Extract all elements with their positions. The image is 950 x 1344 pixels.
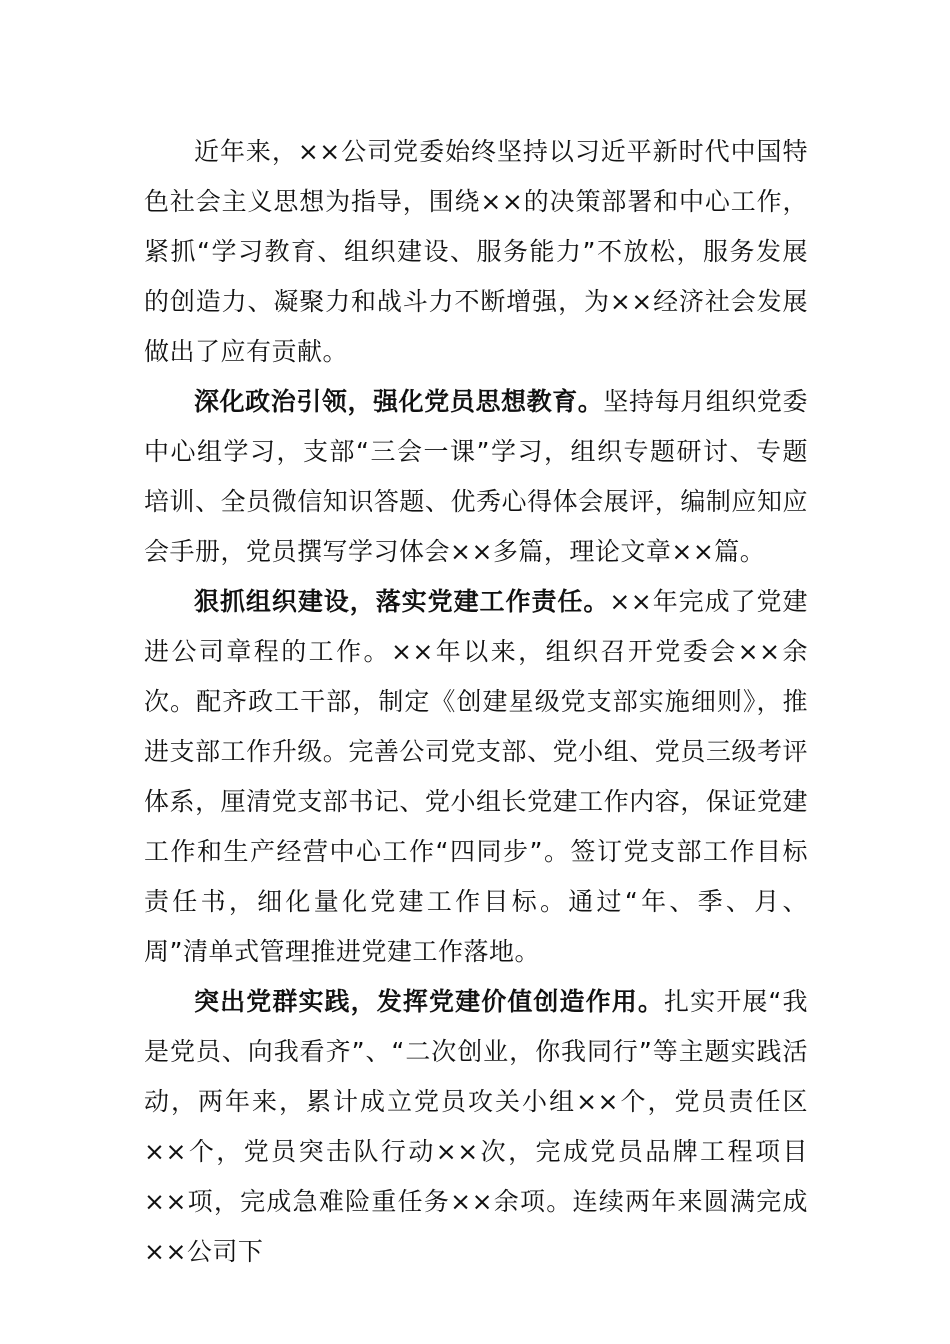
paragraph-heading: 狠抓组织建设，落实党建工作责任。	[194, 587, 610, 616]
paragraph-text: 扎实开展“我是党员、向我看齐”、“二次创业，你我同行”等主题实践活动，两年来，累计成立党员攻关小组××个，党员责任区××个，党员突击队行动××次，完成党员品牌工程项目××项，完成急难险重任务××余项。连续两年来圆满完成××公司下	[144, 987, 808, 1266]
document-body	[144, 127, 808, 1277]
paragraph-text: 近年来，××公司党委始终坚持以习近平新时代中国特色社会主义思想为指导，围绕××的决策部署和中心工作，紧抓“学习教育、组织建设、服务能力”不放松，服务发展的创造力、凝聚力和战斗力不断增强，为××经济社会发展做出了应有贡献。	[144, 137, 808, 366]
paragraph-heading: 突出党群实践，发挥党建价值创造作用。	[194, 987, 664, 1016]
paragraph-text: ××年完成了党建进公司章程的工作。××年以来，组织召开党委会××余次。配齐政工干部，制定《创建星级党支部实施细则》，推进支部工作升级。完善公司党支部、党小组、党员三级考评体系，厘清党支部书记、党小组长党建工作内容，保证党建工作和生产经营中心工作“四同步”。签订党支部工作目标责任书，细化量化党建工作目标。通过“年、季、月、周”清单式管理推进党建工作落地。	[144, 587, 808, 966]
paragraph-intro	[144, 127, 808, 377]
paragraph-party-practice	[144, 977, 808, 1277]
paragraph-heading: 深化政治引领，强化党员思想教育。	[194, 387, 604, 416]
paragraph-political-guidance	[144, 377, 808, 577]
paragraph-text: 坚持每月组织党委中心组学习，支部“三会一课”学习，组织专题研讨、专题培训、全员微信知识答题、优秀心得体会展评，编制应知应会手册，党员撰写学习体会××多篇，理论文章××篇。	[144, 387, 808, 566]
paragraph-organization-building	[144, 577, 808, 977]
